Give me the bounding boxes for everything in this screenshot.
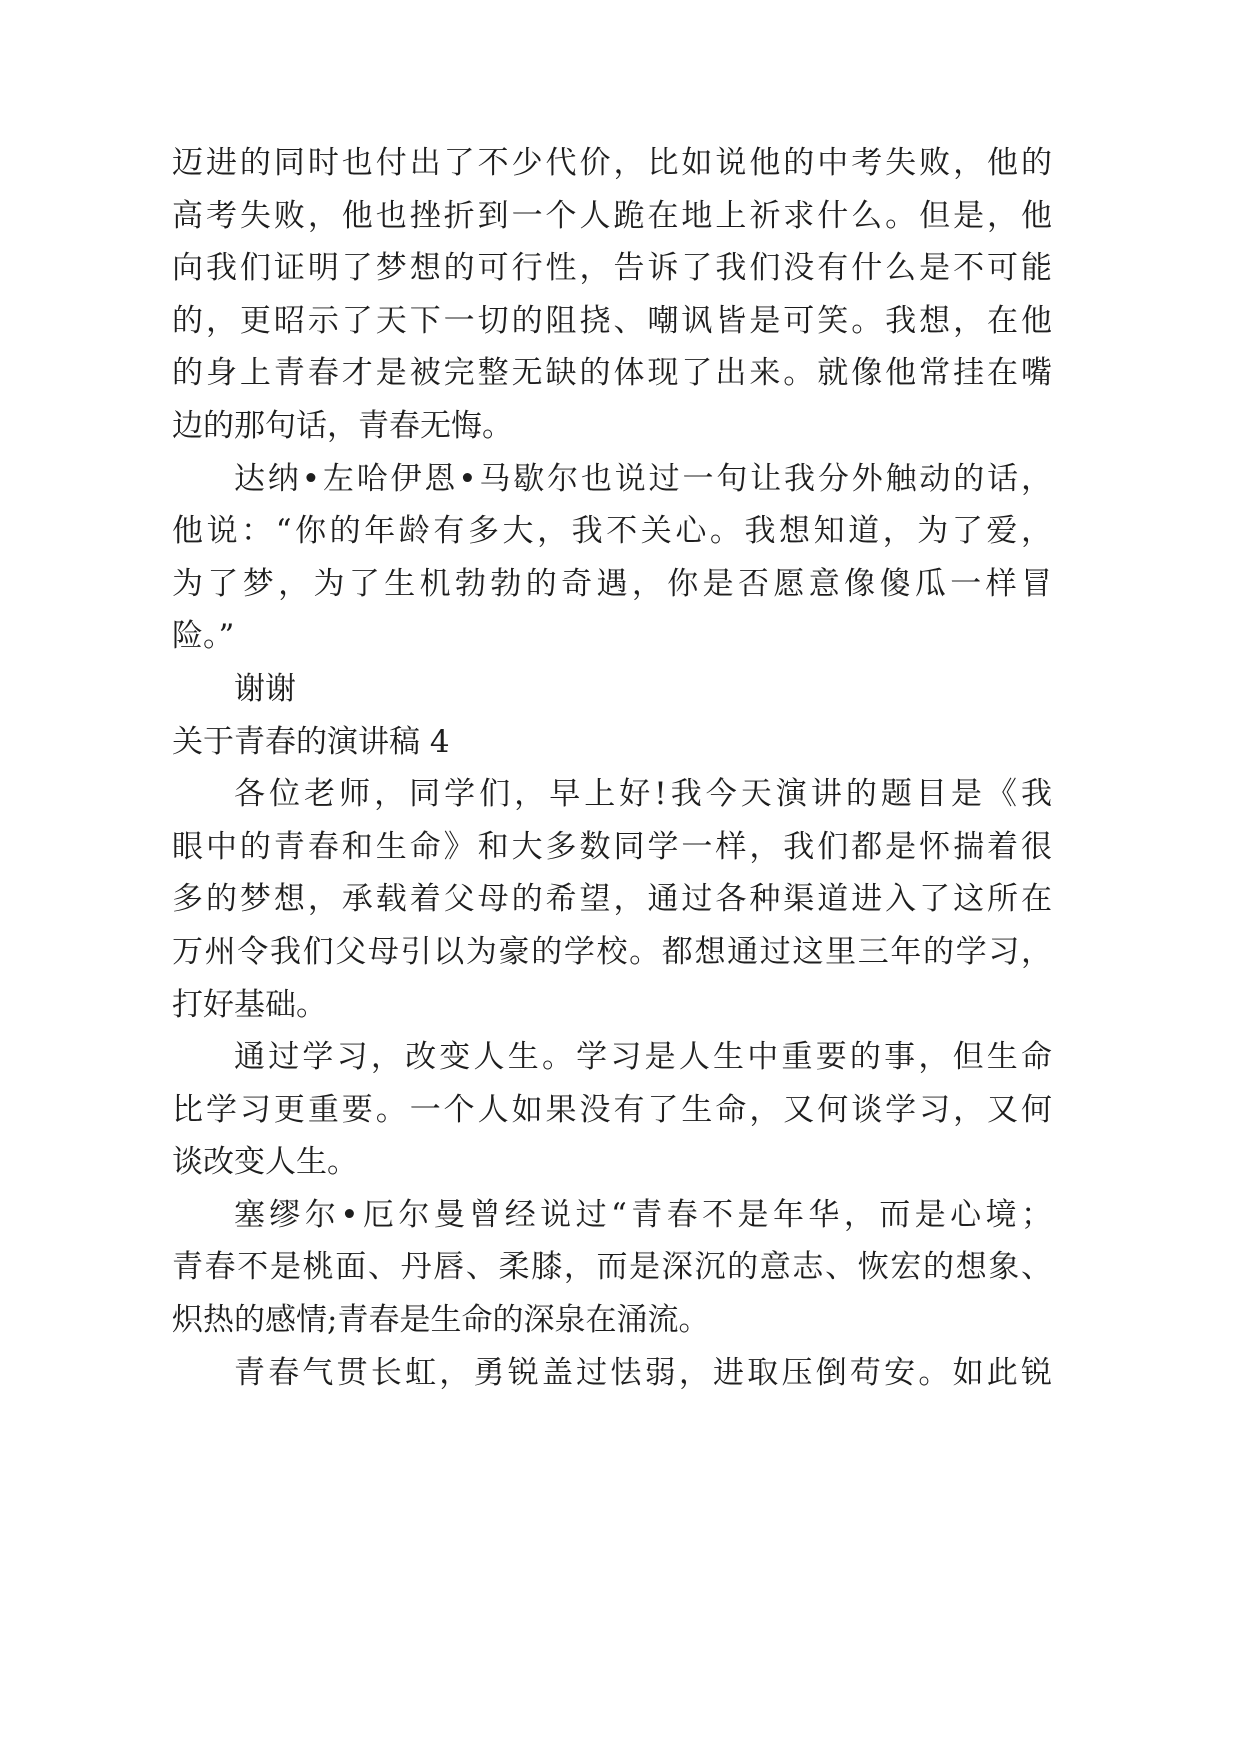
text-line: 万州令我们父母引以为豪的学校。都想通过这里三年的学习， [172,933,1052,970]
text-line: 塞缪尔•厄尔曼曾经说过“青春不是年华，而是心境； [234,1196,1052,1233]
text-line: 眼中的青春和生命》和大多数同学一样，我们都是怀揣着很 [172,828,1052,865]
text-line: 通过学习，改变人生。学习是人生中重要的事，但生命 [234,1039,1052,1076]
section-heading [172,716,1052,769]
paragraph-study [172,1031,1052,1189]
text-line: 各位老师，同学们，早上好!我今天演讲的题目是《我 [234,776,1052,813]
text-line: 险。” [172,618,235,655]
text-line: 炽热的感情;青春是生命的深泉在涌流。 [172,1302,710,1339]
text-line: 谈改变人生。 [172,1144,358,1181]
text-line: 的身上青春才是被完整无缺的体现了出来。就像他常挂在嘴 [172,355,1052,392]
paragraph-thanks [172,663,1052,716]
text-line: 的，更昭示了天下一切的阻挠、嘲讽皆是可笑。我想，在他 [172,302,1052,339]
text-line: 迈进的同时也付出了不少代价，比如说他的中考失败，他的 [172,145,1052,181]
paragraph-greeting [172,768,1052,1031]
document-body [172,137,1052,1399]
paragraph-youth [172,1347,1052,1400]
text-line: 边的那句话，青春无悔。 [172,407,513,444]
text-line: 高考失败，他也挫折到一个人跪在地上祈求什么。但是，他 [172,197,1052,234]
paragraph-quote-ullman [172,1189,1052,1347]
text-line: 比学习更重要。一个人如果没有了生命，又何谈学习，又何 [172,1091,1052,1128]
text-line: 青春气贯长虹，勇锐盖过怯弱，进取压倒苟安。如此锐 [234,1354,1052,1391]
text-line: 为了梦，为了生机勃勃的奇遇，你是否愿意像傻瓜一样冒 [172,565,1052,602]
text-line: 向我们证明了梦想的可行性，告诉了我们没有什么是不可能 [172,250,1052,287]
text-line: 多的梦想，承载着父母的希望，通过各种渠道进入了这所在 [172,881,1052,918]
text-line: 达纳•左哈伊恩•马歇尔也说过一句让我分外触动的话， [234,460,1052,497]
text-line: 谢谢 [234,670,296,707]
text-line: 打好基础。 [172,986,327,1023]
paragraph-quote-marshall [172,453,1052,663]
text-line: 青春不是桃面、丹唇、柔膝，而是深沉的意志、恢宏的想象、 [172,1249,1052,1286]
section-title: 关于青春的演讲稿 4 [172,723,450,760]
text-line: 他说：“你的年龄有多大，我不关心。我想知道，为了爱， [172,513,1052,550]
paragraph-continuation [172,137,1052,453]
